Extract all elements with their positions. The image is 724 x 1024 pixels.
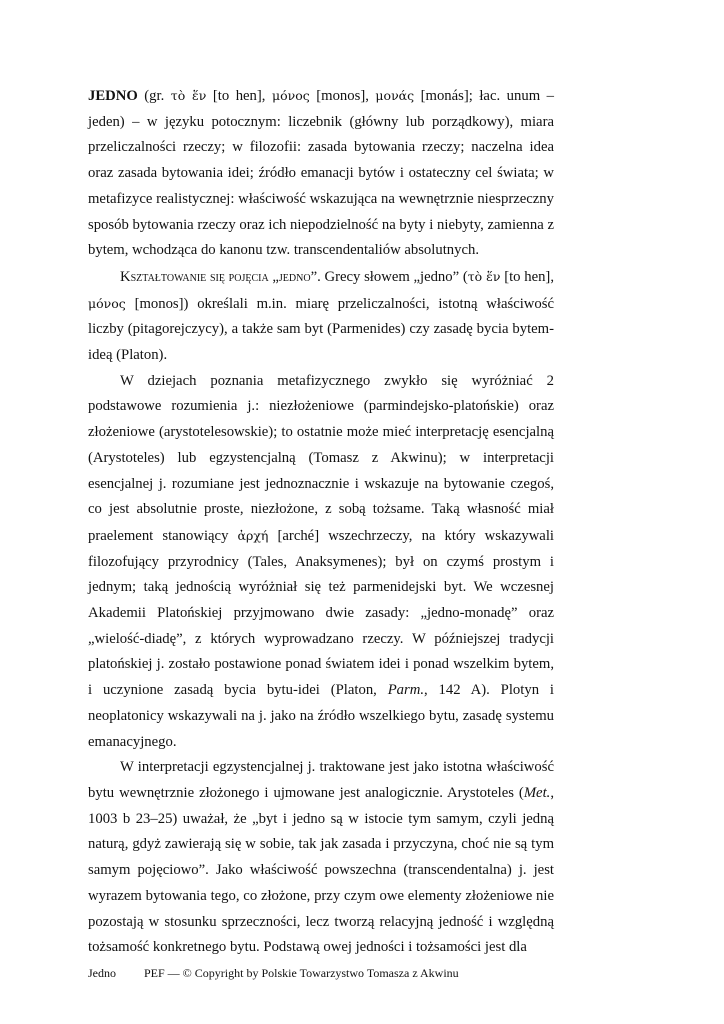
footer-entry-name: Jedno	[88, 966, 116, 980]
entry-paragraph-3: W dziejach poznania metafizycznego zwykło się wyróżniać 2 podstawowe rozumienia j.: niezłożeniowe (parmindejsko-platońskie) oraz złożeniowe (arystotelesowskie); to ostatnie może mieć interpretację esencjalną (Arystoteles) lub egzystencjalną (Tomasz z Akwinu); w interpretacji esencjalnej j. rozumiane jest jednoznacznie i wskazuje na bytowanie czegoś, co jest absolutnie proste, niezłożone, z sobą tożsame. Taką własność miał praelement stanowiący ἀρχή [arché] wszechrzeczy, na który wskazywali filozofujący przyrodnicy (Tales, Anaksymenes); był on czymś prostym i jednym; taką jednością wyróżniał się też parmenidejski byt. We wczesnej Akademii Platońskiej przyjmowano dwie zasady: „jedno-monadę” oraz „wielość-diadę”, z których wyprowadzano rzeczy. W późniejszej tradycji platońskiej j. zostało postawione ponad światem idei i ponad wszelkim bytem, i uczynione zasadą bycia bytu-idei (Platon, Parm., 142 A). Plotyn i neoplatonicy wskazywali na j. jako na źródło wszelkiego bytu, zasadę systemu emanacyjnego.	[88, 372, 554, 750]
greek-term: ἀρχή	[237, 527, 269, 543]
document-page	[88, 83, 554, 961]
footer-copyright: PEF — © Copyright by Polskie Towarzystwo Tomasza z Akwinu	[144, 966, 459, 980]
page-footer	[88, 965, 459, 981]
greek-term: τὸ ἕν	[467, 268, 501, 284]
entry-paragraph-2: Kształtowanie się pojęcia „jedno”. Grecy słowem „jedno” (τὸ ἕν [to hen], μόνος [monos]) określali m.in. miarę przeliczalności, istotną właściwość liczby (pitagorejczycy), a także sam byt (Parmenides) czy zasadę bycia bytem-ideą (Platon).	[88, 268, 554, 364]
entry-paragraph-4: W interpretacji egzystencjalnej j. traktowane jest jako istotna właściwość bytu wewnętrznie złożonego i ujmowane jest analogicznie. Arystoteles (Met., 1003 b 23–25) uważał, że „byt i jedno są w istocie tym samym, czyli jedną naturą, gdyż zawierają się w sobie, tak jak zasada i przyczyna, choć nie są tym samym pojęciowo”. Jako właściwość powszechna (transcendentalna) j. jest wyrazem bytowania tego, co złożone, przy czym owe elementy złożeniowe nie pozostają w stosunku sprzeczności, lecz tworzą relacyjną jedność i względną tożsamość konkretnego bytu. Podstawą owej jedności i tożsamości jest dla	[88, 759, 554, 956]
greek-term: τὸ ἕν	[170, 88, 207, 103]
entry-headword: JEDNO	[88, 88, 138, 104]
entry-paragraph-1	[88, 83, 554, 264]
section-heading: Kształtowanie się pojęcia „jedno”	[120, 268, 318, 285]
entry-paragraph-1-text: (gr. τὸ ἕν [to hen], μόνος [monos], μονάς [monás]; łac. unum – jeden) – w języku potocznym: liczebnik (główny lub porządkowy), miara przeliczalności rzeczy; w filozofii: zasada bytowania rzeczy; naczelna idea oraz zasada bytowania idei; źródło emanacji bytów i ostateczny cel świata; w metafizyce realistycznej: właściwość wskazująca na wewnętrznie niesprzeczny sposób bytowania rzeczy oraz ich niepodzielność na byty i niebyty, zamienna z bytem, wchodząca do kanonu tzw. transcendentaliów absolutnych.	[88, 88, 554, 259]
greek-term: μόνος	[88, 295, 126, 311]
greek-term: μονάς	[375, 88, 415, 103]
greek-term: μόνος	[271, 88, 310, 103]
